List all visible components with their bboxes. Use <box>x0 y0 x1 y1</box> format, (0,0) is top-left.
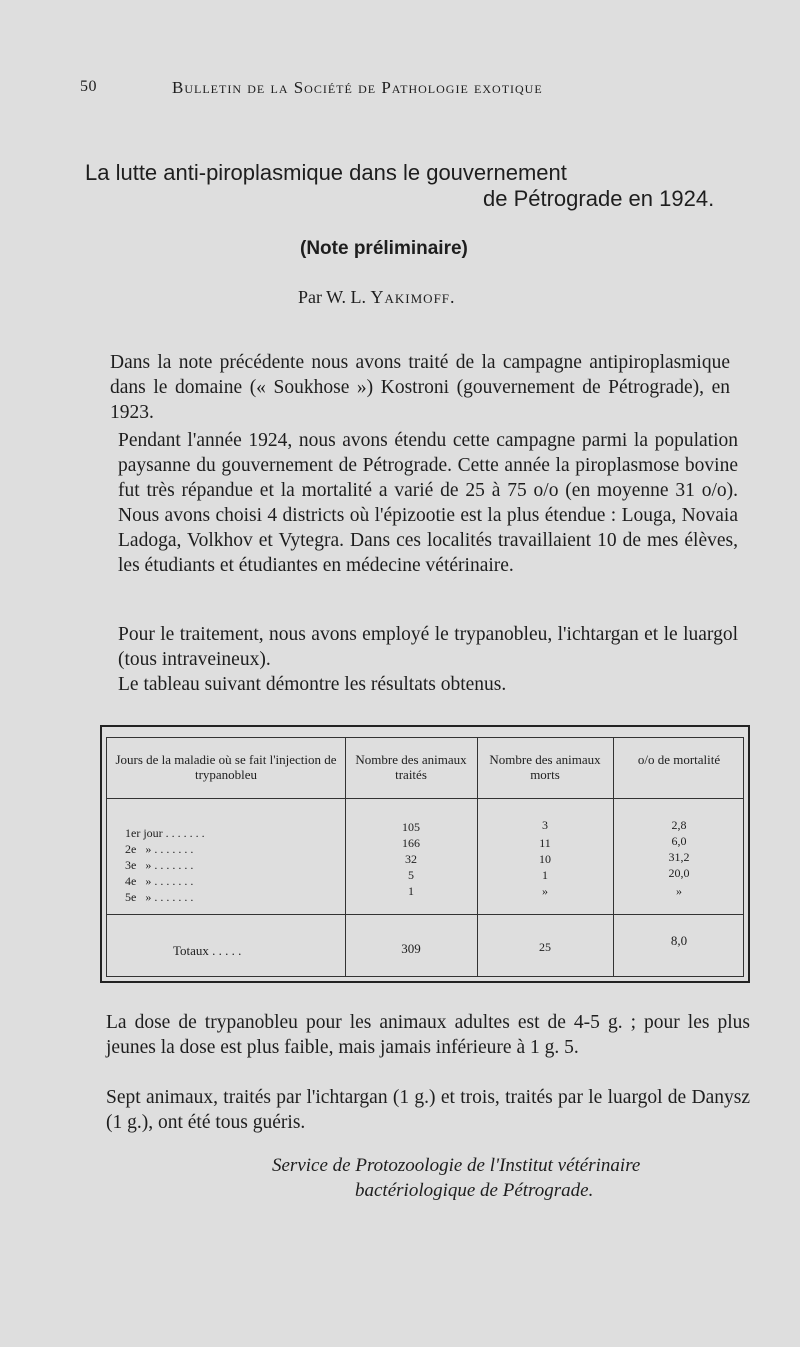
header-mortality: o/o de mortalité <box>637 752 721 767</box>
cell-dead: 1 <box>542 868 548 882</box>
col-divider-3 <box>613 738 614 976</box>
cell-mortality: 31,2 <box>668 850 690 864</box>
paragraph-6: Sept animaux, traités par l'ichtargan (1 g.) et trois, traités par le luargol de Danysz (1 g.), ont été tous guéris. <box>106 1087 750 1133</box>
cell-dead: 11 <box>539 836 551 850</box>
total-treated: 309 <box>401 941 421 956</box>
paragraph-2-text: Pendant l'année 1924, nous avons étendu cette campagne parmi la population paysanne du gouvernement de Pétrograde. Cette année la piroplasmose bovine fut très répandue et la mortalité a varié de 25 à 75 o/o (en moyenne 31 o/o). Nous avons choisi 4 districts où l'épizootie est la plus étendue : Louga, Novaia Ladoga, Volkhov et Vytegra. Dans ces localités travaillaient 10 de mes élèves, les étudiants et étudiantes en médecine vétérinaire. <box>118 430 738 576</box>
signature-line2: bactériologique de Pétrograde. <box>355 1180 594 1201</box>
row-label: 2e » . . . . . . . <box>125 842 194 856</box>
cell-treated: 1 <box>408 884 414 898</box>
paragraph-1: Dans la note précédente nous avons traité de la campagne antipiroplasmique dans le domaine (« Soukhose ») Kostroni (gouvernement de Pétrograde), en 1923. <box>110 352 730 423</box>
cell-dead: 10 <box>539 852 551 866</box>
cell-mortality: 20,0 <box>668 866 690 880</box>
article-title-line1: La lutte anti-piroplasmique dans le gouvernement <box>85 160 567 185</box>
row-label: 4e » . . . . . . . <box>125 874 194 888</box>
table-frame <box>106 737 744 977</box>
paragraph-2 <box>118 428 738 578</box>
total-mortality: 8,0 <box>670 933 688 948</box>
page-number: 50 <box>80 78 97 95</box>
cell-treated: 166 <box>402 836 420 850</box>
total-dead: 25 <box>539 940 551 954</box>
header-days: Jours de la maladie où se fait l'injection de trypanobleu <box>115 752 337 782</box>
cell-dead: » <box>542 884 548 898</box>
cell-mortality: » <box>676 884 682 898</box>
cell-treated: 5 <box>408 868 414 882</box>
total-divider <box>107 914 743 915</box>
header-dead: Nombre des animaux morts <box>489 752 601 782</box>
cell-treated: 105 <box>402 820 420 834</box>
note-label: (Note préliminaire) <box>300 238 468 259</box>
row-label: 5e » . . . . . . . <box>125 890 194 904</box>
signature-line1: Service de Protozoologie de l'Institut vétérinaire <box>272 1155 641 1176</box>
cell-dead: 3 <box>542 818 548 832</box>
byline <box>298 287 456 308</box>
cell-mortality: 2,8 <box>671 818 687 832</box>
header-divider <box>107 798 743 799</box>
running-title: Bulletin de la Société de Pathologie exotique <box>172 78 543 97</box>
row-label: 3e » . . . . . . . <box>125 858 194 872</box>
byline-par: Par W. L. <box>298 287 367 307</box>
row-label: 1er jour . . . . . . . <box>125 826 205 840</box>
col-divider-1 <box>345 738 346 976</box>
article-title-line2: de Pétrograde en 1924. <box>483 186 715 211</box>
results-table <box>100 725 750 983</box>
total-label: Totaux . . . . . <box>173 943 242 958</box>
header-treated: Nombre des animaux traités <box>355 752 467 782</box>
paragraph-5: La dose de trypanobleu pour les animaux adultes est de 4-5 g. ; pour les plus jeunes la dose est plus faible, mais jamais inférieure à 1 g. 5. <box>106 1012 750 1058</box>
cell-treated: 32 <box>405 852 417 866</box>
col-divider-2 <box>477 738 478 976</box>
byline-author: Yakimoff. <box>370 287 456 307</box>
paragraph-4: Le tableau suivant démontre les résultats obtenus. <box>118 674 507 695</box>
paragraph-3: Pour le traitement, nous avons employé le trypanobleu, l'ichtargan et le luargol (tous intraveineux). <box>118 624 738 670</box>
cell-mortality: 6,0 <box>671 834 687 848</box>
